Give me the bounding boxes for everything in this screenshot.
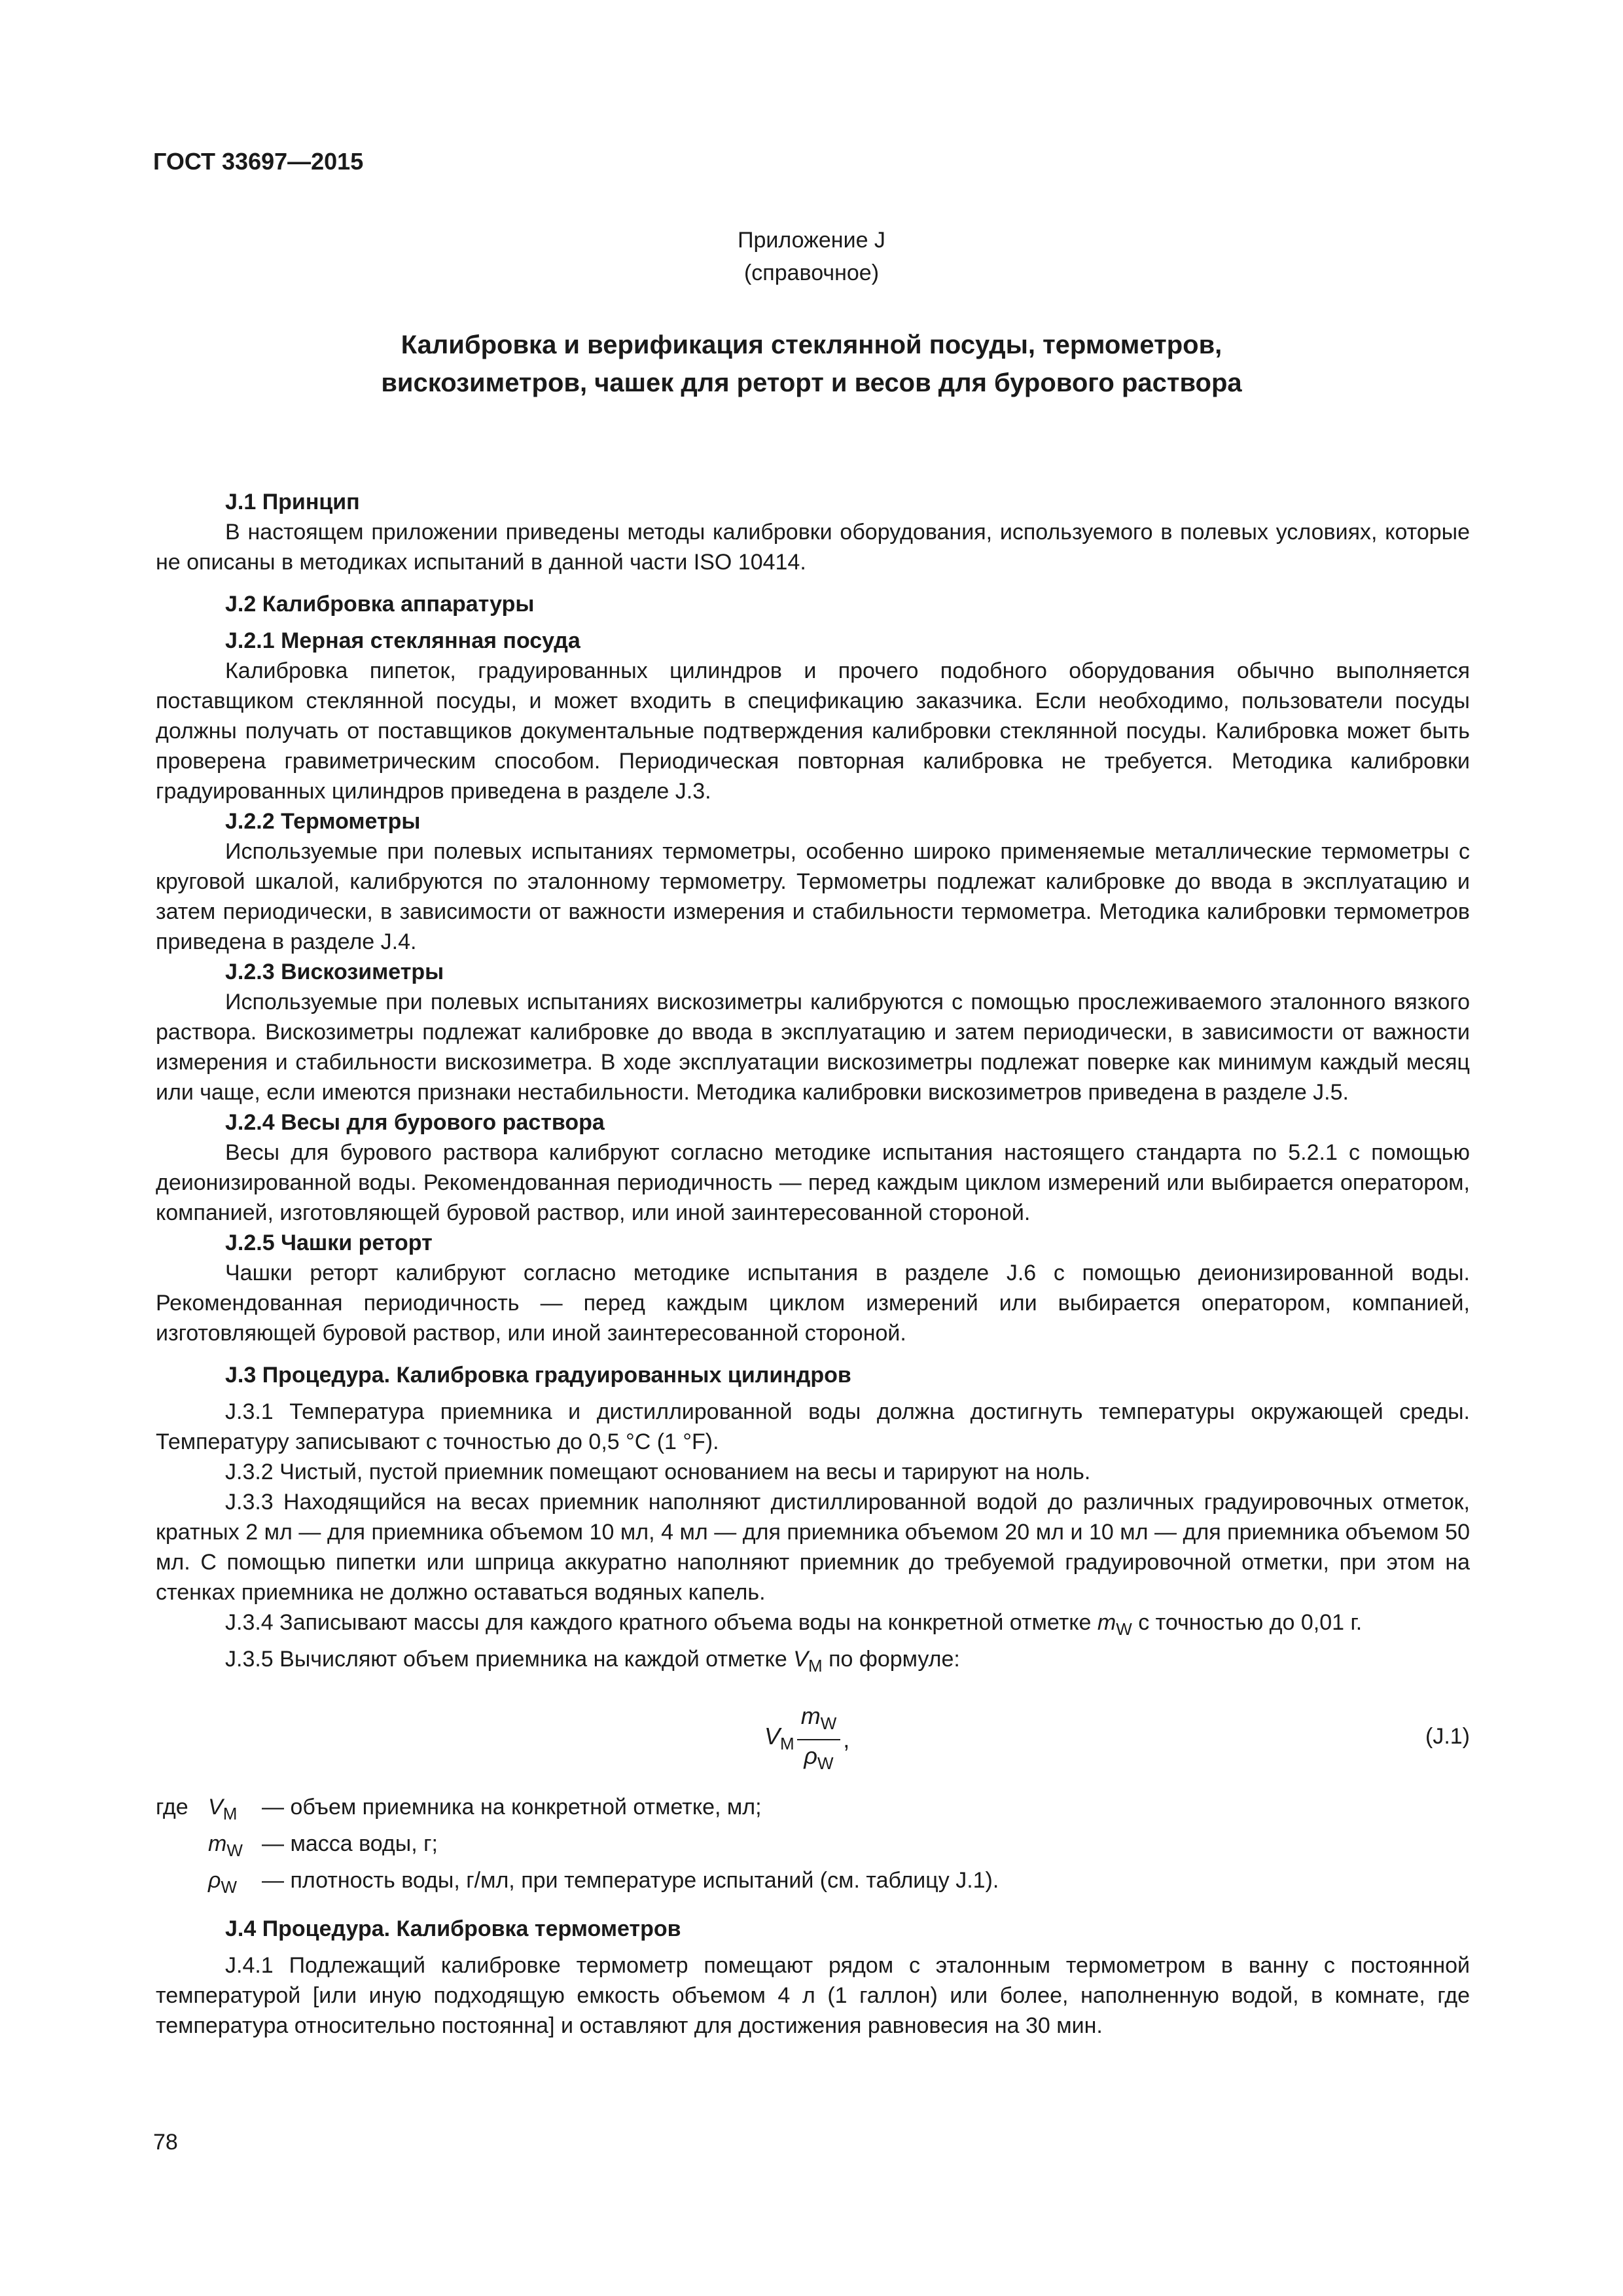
section-heading-j2: J.2 Калибровка аппаратуры xyxy=(225,592,535,617)
paragraph-j32: J.3.2 Чистый, пустой приемник помещают основанием на весы и тарируют на ноль. xyxy=(225,1460,1091,1484)
section-heading-j1: J.1 Принцип xyxy=(225,490,360,514)
section-heading-j24: J.2.4 Весы для бурового раствора xyxy=(225,1110,605,1135)
definition-text: — масса воды, г; xyxy=(262,1831,438,1856)
definition-row xyxy=(156,1829,1470,1865)
appendix-heading xyxy=(0,224,1623,289)
paragraph-j22: Используемые при полевых испытаниях термометры, особенно широко применяемые металлические термометры с круговой шкалой, калибруются по эталонному термометру. Термометры подлежат калибровке до ввода в эксплуатацию и затем периодически, в зависимости от важности измерения и стабильности термометра. Методика калибровки термометров приведена в разделе J.4. xyxy=(156,839,1470,954)
paragraph-j33: J.3.3 Находящийся на весах приемник наполняют дистиллированной водой до различных градуировочных отметок, кратных 2 мл — для приемника объемом 10 мл, 4 мл — для приемника объемом 20 мл и 10 мл — для приемника объемом 50 мл. С помощью пипетки или шприца аккуратно наполняют приемник до требуемой градуировочной отметки, при этом на стенках приемника не должно оставаться водяных капель. xyxy=(156,1490,1470,1605)
paragraph-j31: J.3.1 Температура приемника и дистиллированной воды должна достигнуть температуры окружающей среды. Температуру записывают с точностью до 0,5 °C (1 °F). xyxy=(156,1399,1470,1454)
equation-number: (J.1) xyxy=(1425,1724,1470,1749)
volume-symbol: V xyxy=(793,1647,808,1672)
j35-text-start: J.3.5 Вычисляют объем приемника на каждой отметке xyxy=(225,1647,787,1672)
paragraph-j24: Весы для бурового раствора калибруют согласно методике испытания настоящего стандарта по 5.2.1 с помощью деионизированной воды. Рекомендованная периодичность — перед каждым циклом измерений или выбирается оператором, компанией, изготовляющей буровой раствор, или иной заинтересованной стороной. xyxy=(156,1140,1470,1225)
formula-denominator: $\rho_W$ xyxy=(804,1742,834,1773)
formula-expression xyxy=(764,1702,849,1778)
j34-text-start: J.3.4 Записывают массы для каждого кратного объема воды на конкретной отметке xyxy=(225,1610,1092,1635)
section-heading-j25: J.2.5 Чашки реторт xyxy=(225,1230,433,1255)
formula-definitions xyxy=(156,1792,1470,1902)
definition-symbol: $m_W$ xyxy=(208,1831,243,1860)
paragraph-j35 xyxy=(156,1644,1470,1681)
page-number: 78 xyxy=(153,2130,178,2155)
definition-text: — объем приемника на конкретной отметке, мл; xyxy=(262,1795,762,1820)
paragraph-j23: Используемые при полевых испытаниях вискозиметры калибруются с помощью прослеживаемого эталонного вязкого раствора. Вискозиметры подлежат калибровке до ввода в эксплуатацию и затем периодически, в зависимости от важности измерения и стабильности вискозиметра. В ходе эксплуатации вискозиметры подлежат поверке как минимум каждый месяц или чаще, если имеются признаки нестабильности. Методика калибровки вискозиметров приведена в разделе J.5. xyxy=(156,990,1470,1105)
appendix-title xyxy=(0,326,1623,402)
section-heading-j23: J.2.3 Вискозиметры xyxy=(225,960,444,984)
formula-numerator: $m_W$ xyxy=(797,1702,841,1740)
title-line-2: вискозиметров, чашек для реторт и весов для бурового раствора xyxy=(381,368,1242,397)
formula-lhs: $V_M$ xyxy=(764,1722,794,1753)
appendix-type: (справочное) xyxy=(743,260,880,285)
paragraph-j1: В настоящем приложении приведены методы калибровки оборудования, используемого в полевых условиях, которые не описаны в методиках испытаний в данной части ISO 10414. xyxy=(156,520,1470,575)
paragraph-j34 xyxy=(156,1607,1470,1644)
j34-text-end: с точностью до 0,01 г. xyxy=(1138,1610,1363,1635)
appendix-label: Приложение J xyxy=(738,228,885,253)
mass-subscript: W xyxy=(1116,1619,1132,1639)
definition-symbol: $V_M$ xyxy=(208,1795,238,1823)
paragraph-j41: J.4.1 Подлежащий калибровке термометр помещают рядом с эталонным термометром в ванну с постоянной температурой [или иную подходящую емкость объемом 4 л (1 галлон) или более, наполненную водой, в комнате, где температура относительно постоянна] и оставляют для достижения равновесия на 30 мин. xyxy=(156,1953,1470,2038)
definition-text: — плотность воды, г/мл, при температуре испытаний (см. таблицу J.1). xyxy=(262,1868,999,1893)
title-line-1: Калибровка и верификация стеклянной посуды, термометров, xyxy=(401,331,1222,359)
section-heading-j22: J.2.2 Термометры xyxy=(225,809,421,834)
definition-row xyxy=(156,1792,1470,1829)
mass-symbol: m xyxy=(1097,1610,1116,1635)
paragraph-j25: Чашки реторт калибруют согласно методике испытания в разделе J.6 с помощью деионизированной воды. Рекомендованная периодичность — перед каждым циклом измерений или выбирается оператором, компанией, изготовляющей буровой раствор, или иной заинтересованной стороной. xyxy=(156,1261,1470,1346)
volume-subscript: M xyxy=(808,1656,823,1676)
definition-row xyxy=(156,1865,1470,1902)
j35-text-end: по формуле: xyxy=(829,1647,960,1672)
section-heading-j3: J.3 Процедура. Калибровка градуированных цилиндров xyxy=(225,1363,851,1388)
body-content xyxy=(156,487,1470,2041)
section-heading-j4: J.4 Процедура. Калибровка термометров xyxy=(225,1916,681,1941)
formula-fraction xyxy=(797,1702,841,1778)
definition-symbol: $\rho_W$ xyxy=(208,1868,238,1897)
standard-designation: ГОСТ 33697—2015 xyxy=(153,148,364,175)
definition-intro: где xyxy=(156,1795,188,1820)
paragraph-j21: Калибровка пипеток, градуированных цилиндров и прочего подобного оборудования обычно выполняется поставщиком стеклянной посуды, и может входить в спецификацию заказчика. Если необходимо, пользователи посуды должны получать от поставщиков документальные подтверждения калибровки стеклянной посуды. Калибровка может быть проверена гравиметрическим способом. Периодическая повторная калибровка не требуется. Методика калибровки градуированных цилиндров приведена в разделе J.3. xyxy=(156,658,1470,804)
section-heading-j21: J.2.1 Мерная стеклянная посуда xyxy=(225,628,580,653)
formula-comma: , xyxy=(843,1726,850,1753)
formula-j1 xyxy=(156,1696,1470,1779)
